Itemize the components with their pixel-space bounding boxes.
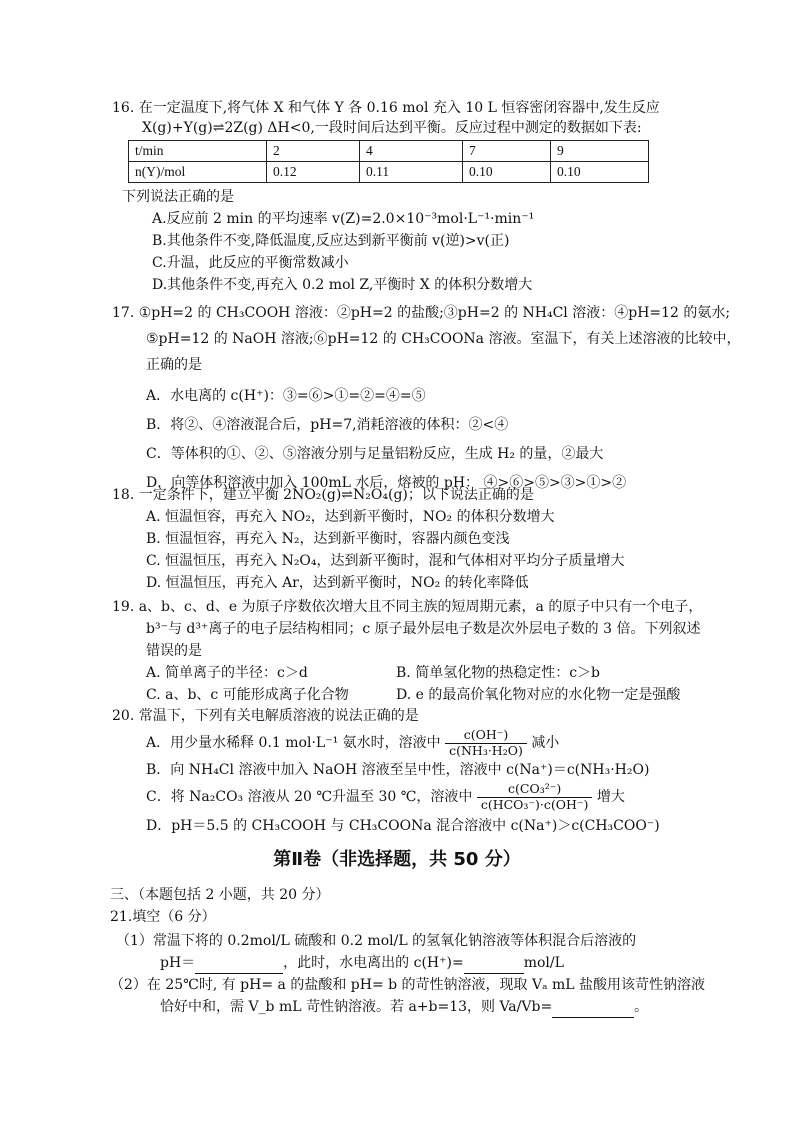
option-a: A．水电离的 c(H⁺)：③=⑥>①=②=④=⑤ (146, 388, 426, 404)
question-19 (112, 596, 702, 706)
answer-blank-h-concentration[interactable] (464, 959, 524, 974)
q21-s2-line2 (116, 996, 706, 1018)
q19-line3: 错误的是 (146, 643, 202, 659)
question-18 (112, 484, 702, 594)
table-row (129, 141, 649, 162)
q17-line2: ⑤pH=12 的 NaOH 溶液;⑥pH=12 的 CH₃COONa 溶液。室温下，有关上述溶液的比较中， (146, 331, 741, 347)
q16-prompt: 下列说法正确的是 (122, 189, 234, 205)
q19-options-row2 (112, 684, 702, 706)
table-cell: 0.11 (360, 162, 463, 183)
option-c: C. a、b、c 可能形成离子化合物 (146, 687, 349, 703)
q17-line3: 正确的是 (146, 357, 202, 373)
q21-s1-text-c: mol/L (523, 955, 564, 971)
option-a: A.反应前 2 min 的平均速率 v(Z)=2.0×10⁻³mol·L⁻¹·min⁻¹ (152, 211, 535, 227)
table-cell: 0.10 (551, 162, 649, 183)
option-c: C.升温，此反应的平衡常数减小 (152, 255, 349, 271)
table-cell: 0.10 (463, 162, 551, 183)
option-b: B．将②、④溶液混合后，pH=7,消耗溶液的体积：②<④ (146, 417, 509, 433)
q21-s1-line1: （1）常温下将的 0.2mol/L 硫酸和 0.2 mol/L 的氢氧化钠溶液等体积混合后溶液的 (116, 933, 637, 949)
table-cell: 4 (360, 141, 463, 162)
option-d: D. 恒温恒压，再充入 Ar，达到新平衡时，NO₂ 的转化率降低 (146, 575, 529, 591)
fraction (445, 728, 527, 758)
q21-s1-line2 (116, 952, 706, 974)
table-cell: 2 (267, 141, 360, 162)
table-row (129, 162, 649, 183)
option-c-suffix: 增大 (596, 789, 625, 806)
table-cell: t/min (129, 141, 267, 162)
part-three-heading: 三、（本题包括 2 小题，共 20 分） (110, 887, 330, 903)
table-cell: n(Y)/mol (129, 162, 267, 183)
q17-line1: 17. ①pH=2 的 CH₃COOH 溶液：②pH=2 的盐酸;③pH=2 的 NH₄Cl 溶液：④pH=12 的氨水; (112, 305, 731, 321)
q21-s1-text-a: pH＝ (160, 955, 196, 971)
question-20 (112, 706, 702, 836)
option-a (112, 728, 702, 758)
option-b: B．向 NH₄Cl 溶液中加入 NaOH 溶液至呈中性，溶液中 c(Na⁺)＝c(NH₃·H₂O) (146, 762, 650, 779)
q18-line1: 18. 一定条件下，建立平衡 2NO₂(g)⇌N₂O₄(g)；以下说法正确的是 (112, 487, 534, 503)
option-a-text: A．用少量水稀释 0.1 mol·L⁻¹ 氨水时，溶液中 (146, 735, 441, 752)
option-a: A. 简单离子的半径：c＞d (146, 665, 308, 681)
q16-line2: X(g)+Y(g)⇌2Z(g) ΔH<0,一段时间后达到平衡。反应过程中测定的数据如下表: (142, 120, 642, 137)
option-c: C．等体积的①、②、⑤溶液分别与足量铝粉反应，生成 H₂ 的量，②最大 (146, 446, 604, 462)
q19-line2: b³⁻与 d³⁺离子的电子层结构相同；c 原子最外层电子数是次外层电子数的 3 倍。下列叙述 (146, 621, 701, 637)
answer-blank-ratio[interactable] (552, 1003, 634, 1018)
option-d: D. e 的最高价氧化物对应的水化物一定是强酸 (396, 687, 681, 703)
section-title: 第Ⅱ卷（非选择题，共 50 分） (273, 849, 521, 870)
option-d: D．向等体积溶液中加入 100mL 水后，熔被的 pH： ④>⑥>⑤>③>①>② (146, 475, 627, 491)
question-17 (112, 300, 741, 378)
part-three (110, 884, 700, 928)
fraction-numerator: c(OH⁻) (445, 728, 527, 743)
q19-options-row1 (112, 662, 702, 684)
question-21 (110, 930, 706, 1018)
q16-options (122, 186, 712, 296)
q21-s2-text-b: 。 (634, 999, 649, 1015)
option-d: D．pH＝5.5 的 CH₃COOH 与 CH₃COONa 混合溶液中 c(Na⁺)＞c(CH₃COO⁻) (146, 818, 660, 835)
fraction (477, 782, 593, 812)
option-b: B.其他条件不变,降低温度,反应达到新平衡前 v(逆)>v(正) (152, 233, 510, 249)
option-a: A. 恒温恒容，再充入 NO₂，达到新平衡时，NO₂ 的体积分数增大 (146, 509, 555, 525)
option-b: B. 简单氢化物的热稳定性：c＞b (396, 665, 600, 681)
q20-line1: 20. 常温下，下列有关电解质溶液的说法正确的是 (112, 708, 419, 724)
option-b: B. 恒温恒容，再充入 N₂，达到新平衡时，容器内颜色变浅 (146, 531, 510, 547)
q21-heading: 21.填空（6 分） (110, 909, 216, 925)
table-cell: 0.12 (267, 162, 360, 183)
answer-blank-ph[interactable] (195, 959, 283, 974)
option-d: D.其他条件不变,再充入 0.2 mol Z,平衡时 X 的体积分数增大 (152, 277, 533, 293)
table-cell: 9 (551, 141, 649, 162)
question-16 (112, 98, 702, 139)
q17-options (146, 382, 736, 498)
option-a-suffix: 减小 (531, 735, 560, 752)
option-c (112, 782, 702, 812)
option-c-text: C．将 Na₂CO₃ 溶液从 20 ℃升温至 30 ℃，溶液中 (146, 789, 473, 806)
fraction-numerator: c(CO₃²⁻) (477, 782, 593, 797)
table-cell: 7 (463, 141, 551, 162)
q21-s2-text-a: 恰好中和，需 V_b mL 苛性钠溶液。若 a+b=13，则 Va/Vb= (160, 999, 553, 1015)
q16-line1: 16. 在一定温度下,将气体 X 和气体 Y 各 0.16 mol 充入 10 L 恒容密闭容器中,发生反应 (112, 100, 660, 116)
option-c: C. 恒温恒压，再充入 N₂O₄，达到新平衡时，混和气体相对平均分子质量增大 (146, 553, 625, 569)
fraction-denominator: c(HCO₃⁻)·c(OH⁻) (480, 796, 589, 812)
fraction-denominator: c(NH₃·H₂O) (449, 742, 523, 758)
q21-s1-text-b: ，此时，水电离出的 c(H⁺)= (283, 955, 464, 971)
q21-s2-line1: （2）在 25℃时, 有 pH= a 的盐酸和 pH= b 的苛性钠溶液，现取 Vₐ mL 盐酸用该苛性钠溶液 (110, 977, 705, 993)
data-table (128, 140, 649, 183)
q19-line1: 19. a、b、c、d、e 为原子序数依次增大且不同主族的短周期元素，a 的原子中只有一个电子， (112, 599, 703, 615)
